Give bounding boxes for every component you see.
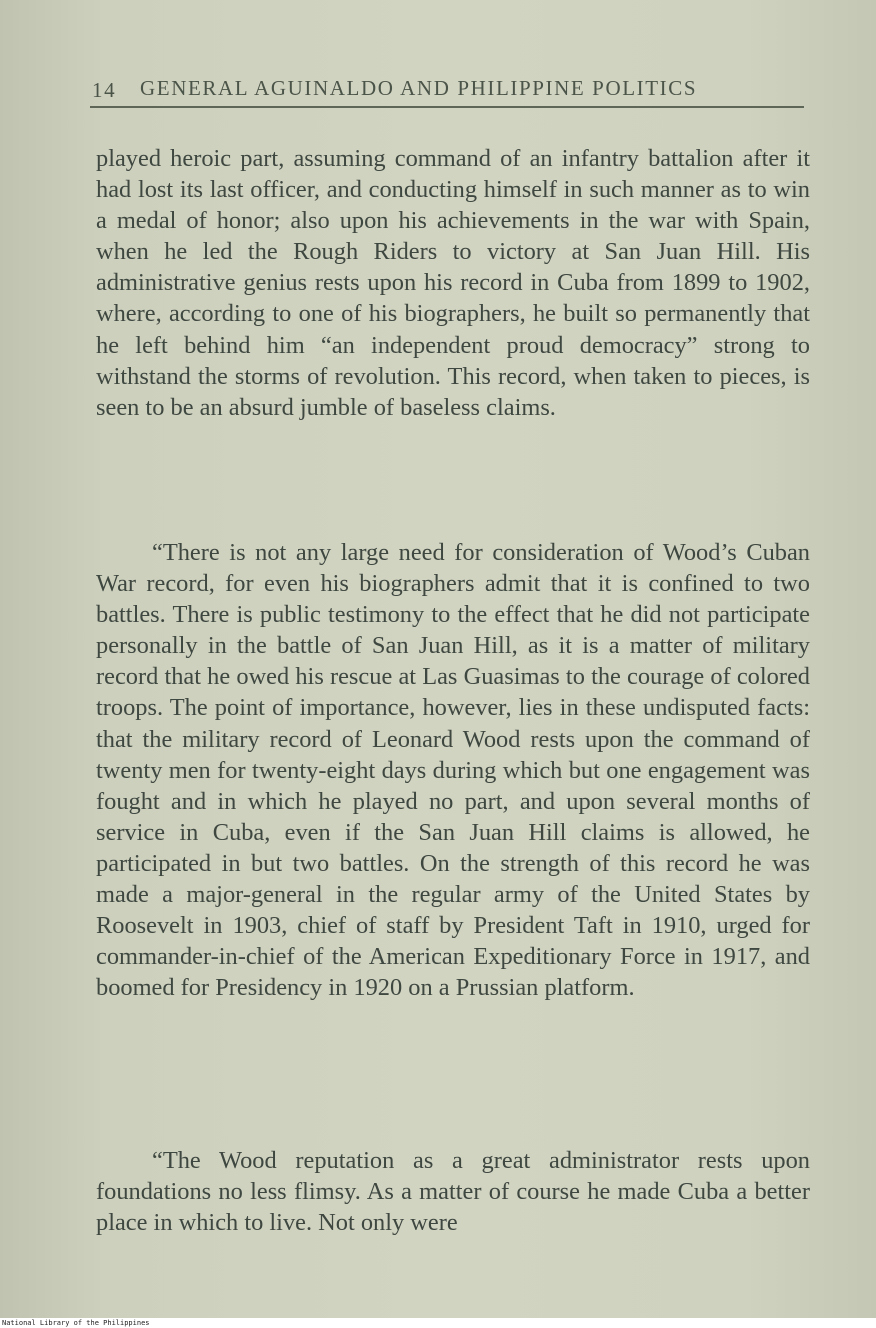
running-title: GENERAL AGUINALDO AND PHILIPPINE POLITICS — [140, 76, 698, 100]
page-header — [90, 72, 804, 108]
page-number: 14 — [92, 78, 117, 102]
library-watermark: National Library of the Philippines — [2, 1319, 150, 1327]
body-paragraph-1: played heroic part, assuming command of an infantry battalion after it had lost its last officer, and conducting himself in such manner as to win a medal of honor; also upon his achievements in the war with Spain, when he led the Rough Riders to victory at San Juan Hill. His administrative genius rests upon his record in Cuba from 1899 to 1902, where, according to one of his biographers, he built so permanently that he left behind him “an independent proud democracy” strong to withstand the storms of revolution. This record, when taken to pieces, is seen to be an absurd jumble of baseless claims. — [96, 145, 810, 421]
body-paragraph-2: “There is not any large need for consideration of Wood’s Cuban War record, for even his biographers admit that it is confined to two battles. There is public testimony to the effect that he did not participate personally in the battle of San Juan Hill, as it is a matter of military record that he owed his rescue at Las Guasimas to the courage of colored troops. The point of importance, however, lies in these undisputed facts: that the military record of Leonard Wood rests upon the command of twenty men for twenty-eight days during which but one engagement was fought and in which he played no part, and upon several months of service in Cuba, even if the San Juan Hill claims is allowed, he participated in but two battles. On the strength of this record he was made a major-general in the regular army of the United States by Roosevelt in 1903, chief of staff by President Taft in 1910, urged for commander-in-chief of the American Expeditionary Force in 1917, and boomed for Presidency in 1920 on a Prussian platform. — [96, 539, 810, 1002]
body-paragraph-3: “The Wood reputation as a great administrator rests upon foundations no less flimsy. As a matter of course he made Cuba a better place in which to live. Not only were — [96, 1147, 810, 1237]
library-footer — [0, 1318, 876, 1328]
